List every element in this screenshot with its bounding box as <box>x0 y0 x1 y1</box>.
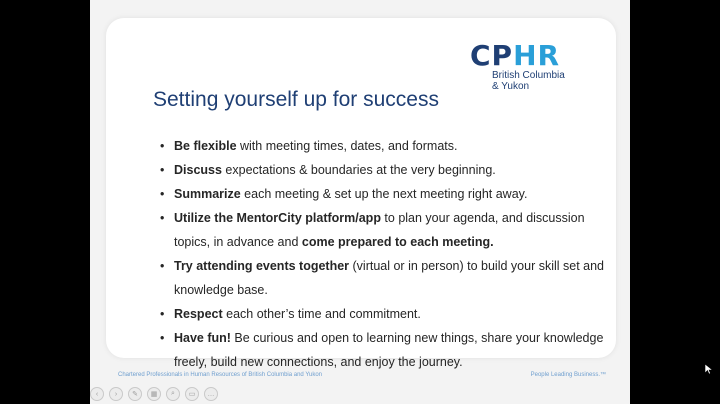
bullet-bold: Be flexible <box>174 139 237 153</box>
bullet-text: each meeting & set up the next meeting right away. <box>240 187 528 201</box>
logo-line2: & Yukon <box>492 81 530 92</box>
bullet-bold: Summarize <box>174 187 241 201</box>
bullet-text: with meeting times, dates, and formats. <box>236 139 458 153</box>
logo-mark <box>470 39 590 72</box>
bullet-item <box>162 254 612 302</box>
camera-icon[interactable]: ▭ <box>185 387 199 401</box>
footer-tagline: People Leading Business.™ <box>530 372 606 378</box>
logo-mark-cp: CP <box>470 39 514 72</box>
bullet-item <box>162 182 612 206</box>
bullet-text: (virtual or in person) to build your skill set and knowledge base. <box>174 259 605 297</box>
more-options-icon[interactable]: … <box>204 387 218 401</box>
bullet-item <box>162 134 612 158</box>
logo-line1: British Columbia <box>492 70 565 81</box>
bullet-text: to plan your agenda, and discussion topics, in advance and <box>174 211 585 249</box>
slide-canvas <box>90 0 630 404</box>
bullet-text: expectations & boundaries at the very beginning. <box>221 163 496 177</box>
slideshow-controls <box>90 384 218 404</box>
zoom-icon[interactable]: ⌕ <box>166 387 180 401</box>
slide-title: Setting yourself up for success <box>153 88 439 111</box>
bullet-item <box>162 158 612 182</box>
next-slide-icon[interactable]: › <box>109 387 123 401</box>
footer-organization: Chartered Professionals in Human Resources of British Columbia and Yukon <box>118 372 322 378</box>
bullet-bold: Discuss <box>174 163 222 177</box>
bullet-text: Be curious and open to learning new things, share your knowledge freely, build new connections, and enjoy the journey. <box>174 331 604 369</box>
slide-content-panel <box>106 18 616 369</box>
pen-icon[interactable]: ✎ <box>128 387 142 401</box>
view-all-slides-icon[interactable]: ▦ <box>147 387 161 401</box>
bullet-text: each other’s time and commitment. <box>222 307 421 321</box>
previous-slide-icon[interactable]: ‹ <box>90 387 104 401</box>
logo-mark-hr: HR <box>513 39 561 72</box>
bullet-bold: Utilize the MentorCity platform/app <box>174 211 381 225</box>
bullet-item <box>162 206 612 254</box>
cphr-logo <box>470 39 590 92</box>
bullet-bold: Try attending events together <box>174 259 350 273</box>
bullet-bold-2: come prepared to each meeting. <box>301 235 494 249</box>
mouse-cursor-icon <box>705 364 713 374</box>
bullet-item <box>162 326 612 374</box>
bullet-item <box>162 302 612 326</box>
bullet-list <box>162 134 612 374</box>
bullet-bold: Respect <box>174 307 223 321</box>
bullet-bold: Have fun! <box>174 331 231 345</box>
